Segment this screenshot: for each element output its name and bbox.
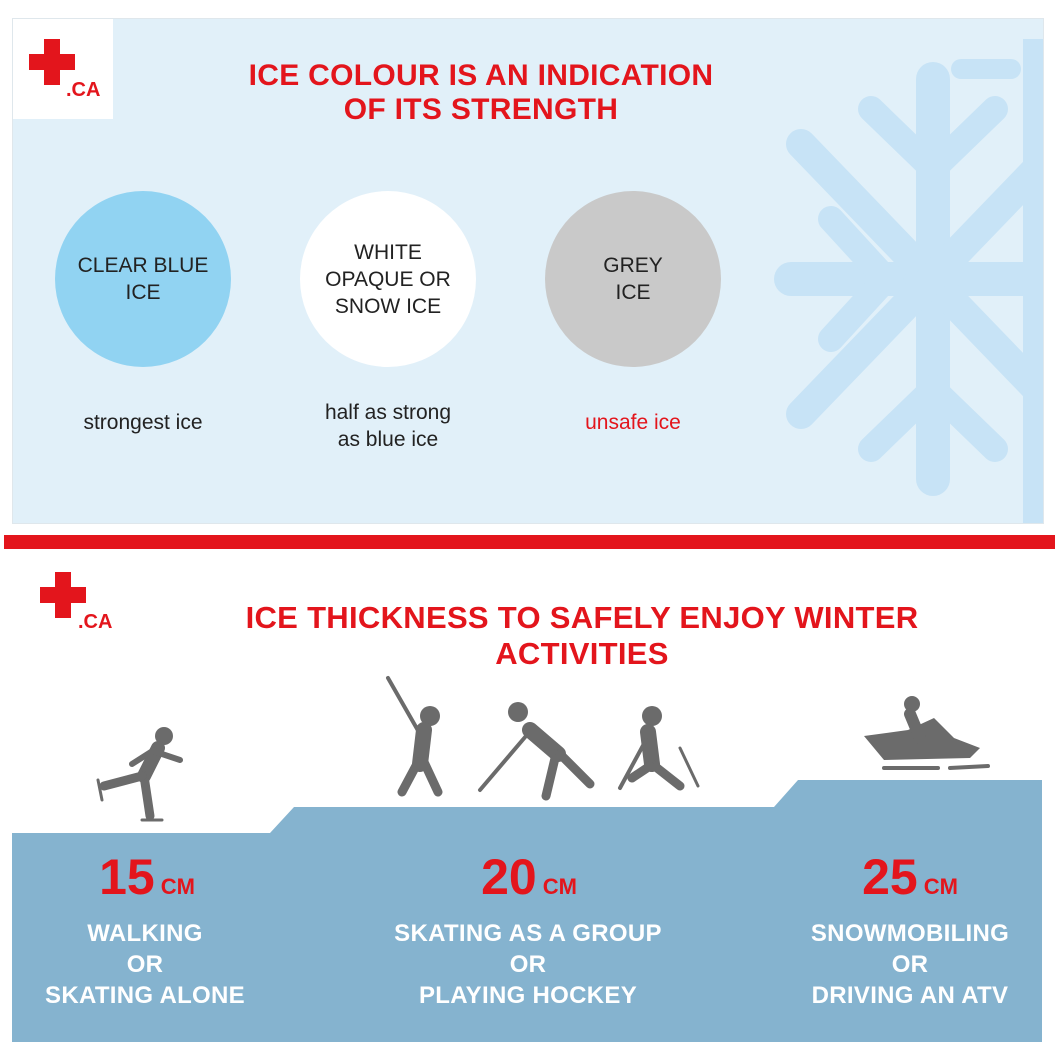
ice-type-label: ICE [125, 281, 161, 304]
ice-type-label: OPAQUE OR [325, 267, 451, 291]
ice-thickness-panel [12, 552, 1042, 1042]
activity-line: OR [509, 951, 547, 978]
logo-text: .CA [78, 611, 113, 633]
snowmobile-icon [854, 692, 990, 776]
skater-icon [92, 724, 192, 824]
ice-strength-caption [23, 409, 263, 436]
section-title: ICE THICKNESS TO SAFELY ENJOY WINTER ACTIVITIES [245, 600, 919, 671]
ice-type-label: ICE [615, 281, 651, 304]
ice-type-label: CLEAR BLUE [77, 254, 209, 277]
ice-type-label: WHITE [354, 240, 422, 264]
activity-label [358, 918, 698, 1011]
grey-ice-circle [545, 191, 721, 367]
caption-line: half as strong [324, 401, 452, 424]
clear-blue-ice-circle [55, 191, 231, 367]
thickness-25 [740, 848, 1042, 906]
caption-line: strongest ice [83, 411, 203, 434]
logo-text: .CA [66, 79, 101, 101]
page-title [181, 59, 781, 127]
activity-label [740, 918, 1042, 1011]
title-line-1: ICE COLOUR IS AN INDICATION [248, 59, 714, 92]
thickness-15 [12, 848, 317, 906]
thickness-unit: CM [542, 874, 577, 899]
activity-line: OR [126, 951, 164, 978]
title-line-2: OF ITS STRENGTH [343, 93, 619, 126]
thickness-value: 25 [862, 849, 918, 905]
divider-bar [4, 535, 1055, 549]
ice-type-label: SNOW ICE [334, 294, 442, 318]
thickness-unit: CM [923, 874, 958, 899]
activity-line: WALKING [87, 920, 203, 947]
caption-line: unsafe ice [585, 411, 681, 434]
caption-line: as blue ice [337, 428, 439, 451]
logo [13, 19, 113, 119]
ice-strength-caption [268, 399, 508, 453]
white-ice-circle [300, 191, 476, 367]
activity-line: SKATING ALONE [45, 982, 245, 1009]
activity-line: SKATING AS A GROUP [394, 920, 662, 947]
thickness-unit: CM [160, 874, 195, 899]
activity-line: SNOWMOBILING [810, 920, 1010, 947]
activity-line: PLAYING HOCKEY [418, 982, 638, 1009]
activity-line: OR [891, 951, 929, 978]
thickness-value: 15 [99, 849, 155, 905]
snowflake-icon [761, 39, 1043, 523]
thickness-value: 20 [481, 849, 537, 905]
thickness-20 [359, 848, 699, 906]
ice-type-label: GREY [603, 254, 663, 277]
activity-line: DRIVING AN ATV [811, 982, 1009, 1009]
ice-strength-caption [513, 409, 753, 436]
activity-label [12, 918, 315, 1011]
hockey-players-icon [380, 674, 710, 804]
ice-colour-panel [12, 18, 1044, 524]
